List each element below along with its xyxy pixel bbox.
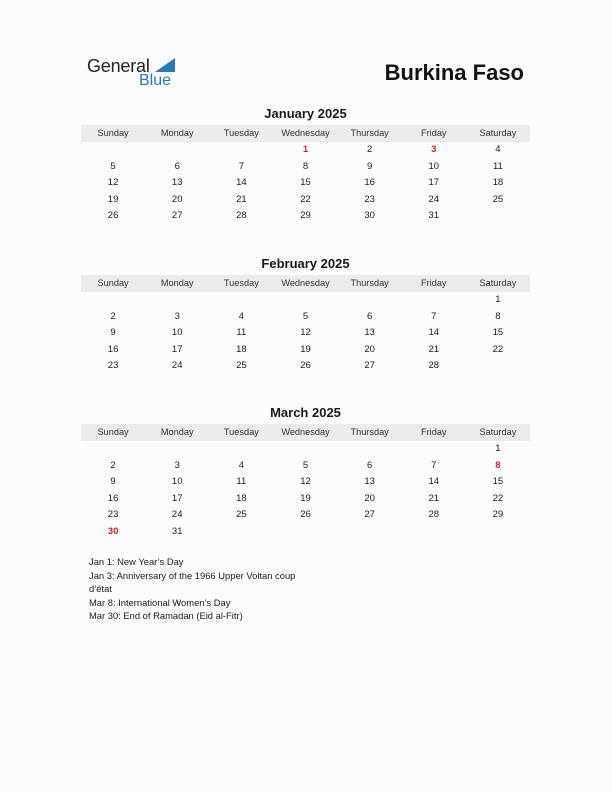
day-cell: 5	[302, 459, 309, 471]
holiday-day-cell: 1	[302, 144, 309, 155]
day-cell: 28	[236, 210, 247, 221]
day-cell: 4	[495, 144, 501, 155]
holiday-day-cell: 30	[107, 525, 119, 537]
day-cell: 21	[428, 492, 440, 504]
day-cell: 23	[364, 193, 375, 205]
weekday-label: Wednesday	[281, 128, 330, 138]
day-cell: 6	[174, 160, 180, 172]
day-cell: 20	[364, 343, 375, 355]
day-cell: 13	[364, 327, 375, 338]
week-row	[81, 292, 530, 309]
week-row	[81, 159, 530, 176]
day-cell: 20	[364, 492, 375, 504]
weekday-header-row	[81, 424, 530, 441]
weekday-header-row	[81, 275, 530, 292]
logo-text-blue: Blue	[139, 72, 172, 89]
day-cell: 12	[300, 327, 311, 338]
holiday-day-cell: 8	[495, 459, 501, 471]
holiday-day-cell: 3	[431, 144, 437, 155]
week-row	[81, 342, 530, 359]
day-cell: 12	[300, 476, 311, 487]
day-cell: 1	[495, 294, 501, 305]
day-cell: 21	[236, 193, 247, 205]
day-cell: 20	[171, 193, 183, 205]
weekday-label: Thursday	[350, 128, 389, 138]
day-cell: 14	[428, 327, 440, 338]
day-cell	[81, 142, 145, 159]
day-cell: 13	[171, 177, 183, 188]
week-row	[81, 358, 530, 375]
day-cell: 6	[366, 459, 373, 471]
day-cell: 10	[171, 327, 183, 338]
day-cell: 25	[236, 360, 247, 371]
day-cell: 7	[238, 160, 244, 172]
weekday-label: Saturday	[479, 278, 517, 288]
day-cell: 18	[492, 177, 504, 188]
day-cell: 31	[171, 525, 183, 537]
day-cell: 19	[107, 193, 119, 205]
week-row	[81, 507, 530, 524]
day-cell: 16	[364, 177, 375, 188]
day-cell: 1	[495, 443, 501, 454]
day-cell	[81, 441, 145, 458]
day-cell: 3	[174, 310, 180, 322]
day-cell	[145, 292, 209, 309]
day-cell: 2	[366, 144, 373, 155]
day-cell	[338, 441, 402, 458]
month-title: March 2025	[270, 405, 341, 420]
weekday-label: Saturday	[479, 427, 517, 437]
day-cell: 18	[236, 492, 247, 504]
day-cell: 9	[110, 327, 116, 338]
weekday-label: Tuesday	[223, 427, 259, 437]
day-cell: 25	[492, 193, 504, 205]
weekday-label: Tuesday	[223, 128, 259, 138]
day-cell: 29	[300, 210, 311, 221]
weekday-label: Thursday	[350, 278, 389, 288]
day-cell: 27	[364, 509, 375, 520]
day-cell	[145, 441, 209, 458]
day-cell: 15	[300, 177, 311, 188]
day-cell: 24	[171, 360, 183, 371]
day-cell: 11	[236, 476, 247, 487]
day-cell: 22	[492, 492, 504, 504]
day-cell: 2	[110, 310, 116, 322]
day-cell: 13	[364, 476, 375, 487]
day-cell: 9	[110, 476, 116, 487]
day-cell	[466, 524, 530, 541]
day-cell: 19	[300, 492, 311, 504]
weekday-label: Wednesday	[281, 427, 330, 437]
day-cell: 15	[492, 476, 504, 487]
day-cell: 11	[492, 160, 503, 172]
weekday-label: Saturday	[479, 128, 517, 138]
week-row	[81, 491, 530, 508]
weekday-label: Sunday	[97, 278, 129, 288]
week-row	[81, 309, 530, 326]
day-cell: 10	[428, 160, 440, 172]
weekday-label: Wednesday	[281, 278, 330, 288]
day-cell	[81, 292, 145, 309]
day-cell: 4	[238, 310, 244, 322]
day-cell: 7	[431, 310, 437, 322]
day-cell: 26	[300, 360, 311, 371]
day-cell: 16	[107, 492, 119, 504]
day-cell	[209, 142, 273, 159]
weekday-label: Tuesday	[223, 278, 259, 288]
week-row	[81, 474, 530, 491]
day-cell: 5	[110, 160, 116, 172]
week-row	[81, 208, 530, 225]
day-cell: 16	[107, 343, 119, 355]
day-cell: 30	[364, 210, 375, 221]
day-cell: 26	[107, 210, 119, 221]
day-cell	[402, 524, 466, 541]
day-cell	[209, 441, 273, 458]
day-cell: 24	[428, 193, 440, 205]
day-cell: 15	[492, 327, 504, 338]
day-cell: 17	[171, 343, 183, 355]
day-cell	[273, 292, 337, 309]
holiday-note: d’état	[89, 583, 112, 595]
generalblue-logo	[87, 56, 187, 92]
weekday-label: Monday	[160, 278, 194, 288]
holiday-note: Jan 1: New Year’s Day	[89, 556, 184, 567]
day-cell: 11	[236, 327, 247, 338]
holiday-note: Jan 3: Anniversary of the 1966 Upper Voltan coup	[89, 569, 296, 581]
week-row	[81, 524, 530, 541]
day-cell	[338, 292, 402, 309]
month-march	[81, 405, 530, 540]
weekday-label: Friday	[421, 128, 447, 138]
country-title: Burkina Faso	[384, 60, 524, 85]
weekday-label: Friday	[421, 278, 447, 288]
month-title: January 2025	[264, 106, 347, 121]
day-cell: 27	[364, 360, 375, 371]
weekday-label: Friday	[421, 427, 447, 437]
week-row	[81, 142, 530, 159]
week-row	[81, 175, 530, 192]
day-cell	[402, 441, 466, 458]
day-cell	[273, 441, 337, 458]
day-cell: 9	[366, 160, 373, 172]
day-cell	[402, 292, 466, 309]
day-cell: 23	[107, 509, 119, 520]
day-cell	[209, 524, 273, 541]
day-cell: 10	[171, 476, 183, 487]
day-cell: 25	[236, 509, 247, 520]
week-row	[81, 325, 530, 342]
day-cell: 19	[300, 343, 311, 355]
holiday-notes	[89, 555, 349, 623]
day-cell	[466, 358, 530, 375]
day-cell	[209, 292, 273, 309]
day-cell: 8	[495, 310, 501, 322]
day-cell	[273, 524, 337, 541]
weekday-header-row	[81, 125, 530, 142]
day-cell	[145, 142, 209, 159]
day-cell: 6	[366, 310, 373, 322]
day-cell	[466, 208, 530, 225]
week-row	[81, 458, 530, 475]
weekday-label: Monday	[160, 128, 194, 138]
day-cell: 27	[171, 210, 183, 221]
day-cell: 3	[174, 459, 180, 471]
day-cell: 21	[428, 343, 440, 355]
day-cell: 12	[107, 177, 119, 188]
day-cell: 8	[302, 160, 309, 172]
weekday-label: Sunday	[97, 128, 129, 138]
day-cell: 2	[110, 459, 116, 471]
weekday-label: Sunday	[97, 427, 129, 437]
day-cell: 5	[302, 310, 309, 322]
week-row	[81, 192, 530, 209]
day-cell: 26	[300, 509, 311, 520]
day-cell: 22	[300, 193, 311, 205]
day-cell: 28	[428, 509, 440, 520]
logo-text-general: General	[87, 56, 150, 76]
day-cell: 14	[428, 476, 440, 487]
month-february	[81, 256, 530, 375]
day-cell: 18	[236, 343, 247, 355]
week-row	[81, 441, 530, 458]
day-cell: 29	[492, 509, 504, 520]
day-cell: 17	[428, 177, 440, 188]
day-cell: 4	[238, 459, 244, 471]
day-cell: 17	[171, 492, 183, 504]
weekday-label: Monday	[160, 427, 194, 437]
month-january	[81, 106, 530, 225]
logo-triangle-icon	[155, 58, 175, 72]
day-cell: 23	[107, 360, 119, 371]
holiday-note: Mar 30: End of Ramadan (Eid al-Fitr)	[89, 610, 243, 622]
day-cell: 22	[492, 343, 504, 355]
day-cell: 14	[236, 177, 247, 188]
day-cell: 31	[428, 210, 440, 221]
weekday-label: Thursday	[350, 427, 389, 437]
month-title: February 2025	[261, 256, 350, 271]
day-cell: 7	[431, 459, 437, 471]
day-cell	[338, 524, 402, 541]
day-cell: 28	[428, 360, 440, 371]
day-cell: 24	[171, 509, 183, 520]
holiday-note: Mar 8: International Women’s Day	[89, 596, 231, 608]
